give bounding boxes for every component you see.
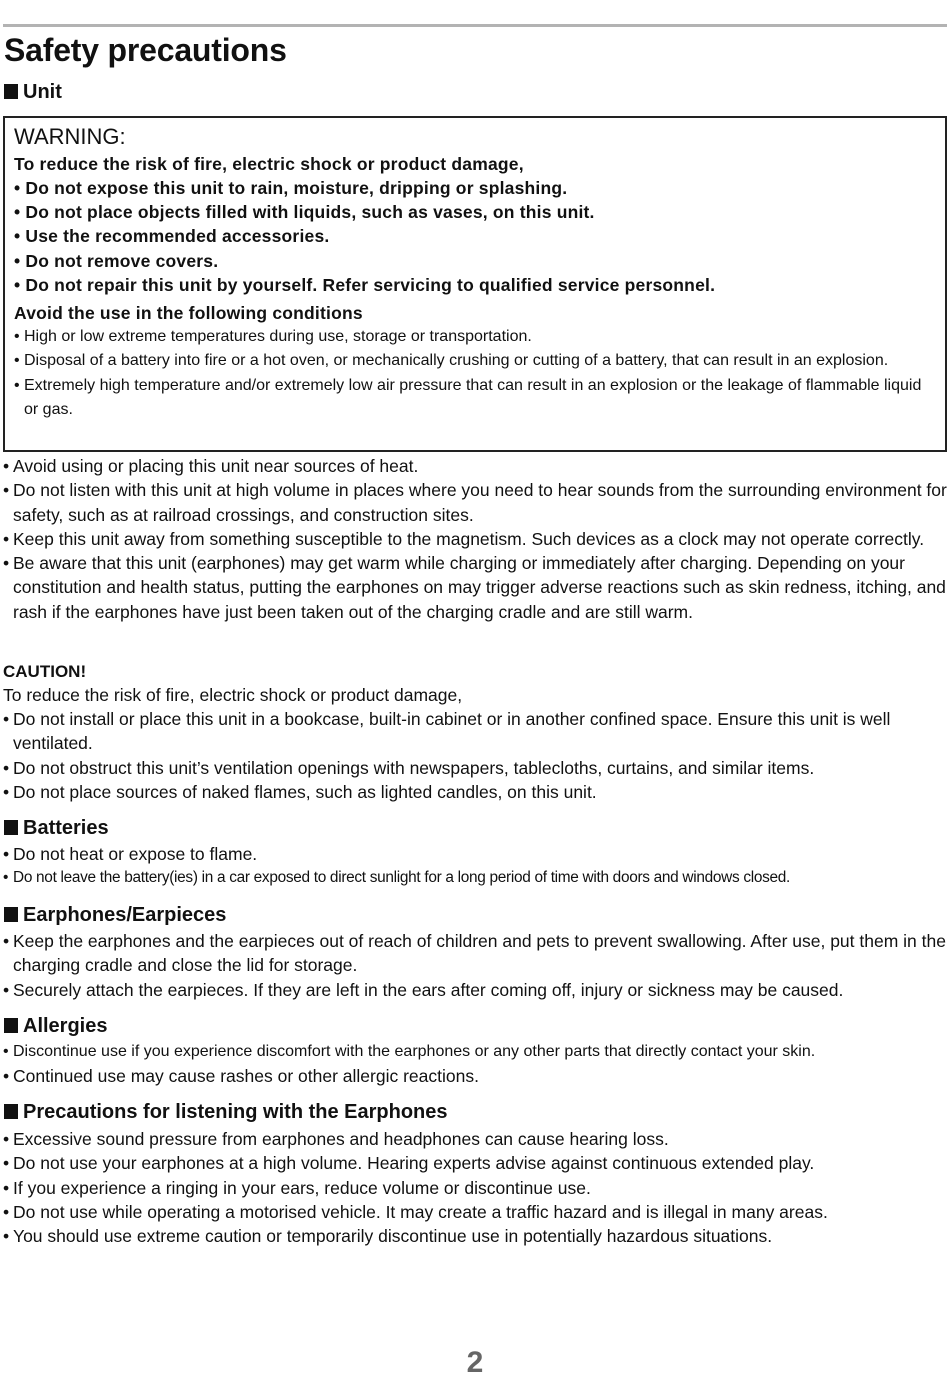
allergies-list	[3, 1040, 948, 1089]
square-bullet-icon	[4, 84, 18, 99]
batteries-list	[3, 842, 948, 891]
avoid-list	[14, 325, 936, 422]
section-heading-label: Unit	[23, 81, 62, 103]
list-item: • Avoid using or placing this unit near sources of heat.	[3, 454, 948, 478]
caution-title: CAUTION!	[3, 662, 87, 681]
list-item: • Do not remove covers.	[14, 249, 715, 273]
section-heading-batteries	[4, 816, 109, 840]
top-rule	[3, 24, 947, 27]
section-heading-earphones	[4, 903, 226, 927]
unit-list	[3, 454, 948, 624]
list-item: • Do not use your earphones at a high volume. Hearing experts advise against continuous extended play.	[3, 1151, 948, 1175]
page-title: Safety precautions	[4, 32, 287, 68]
list-item: • Do not install or place this unit in a bookcase, built-in cabinet or in another confined space. Ensure this unit is well ventilated.	[3, 707, 948, 756]
section-heading-label: Earphones/Earpieces	[23, 904, 227, 926]
warning-bullets	[14, 176, 715, 297]
list-item: • High or low extreme temperatures during use, storage or transportation.	[14, 325, 936, 349]
warning-title: WARNING:	[14, 124, 126, 149]
section-heading-label: Batteries	[23, 817, 109, 839]
list-item: • Securely attach the earpieces. If they are left in the ears after coming off, injury or sickness may be caused.	[3, 978, 948, 1002]
list-item: • Be aware that this unit (earphones) may get warm while charging or immediately after charging. Depending on your constitution and health status, putting the earphones on may trigger adverse reactions such as skin redness, itching, and rash if the earphones have just been taken out of the charging cradle and are still warm.	[3, 551, 948, 624]
list-item: • Excessive sound pressure from earphones and headphones can cause hearing loss.	[3, 1127, 948, 1151]
list-item: • Do not repair this unit by yourself. Refer servicing to qualified service personnel.	[14, 273, 715, 297]
list-item: • Keep this unit away from something susceptible to the magnetism. Such devices as a clock may not operate correctly.	[3, 527, 948, 551]
square-bullet-icon	[4, 1104, 18, 1119]
square-bullet-icon	[4, 907, 18, 922]
section-heading-label: Precautions for listening with the Earphones	[23, 1101, 448, 1123]
list-item: • If you experience a ringing in your ears, reduce volume or discontinue use.	[3, 1176, 948, 1200]
listening-list	[3, 1127, 948, 1248]
avoid-heading: Avoid the use in the following conditions	[14, 303, 363, 323]
list-item: • Keep the earphones and the earpieces out of reach of children and pets to prevent swallowing. After use, put them in the charging cradle and close the lid for storage.	[3, 929, 948, 978]
list-item: • Do not leave the battery(ies) in a car exposed to direct sunlight for a long period of time with doors and windows closed.	[3, 866, 948, 890]
list-item: • Extremely high temperature and/or extremely low air pressure that can result in an explosion or the leakage of flammable liquid or gas.	[14, 374, 936, 423]
list-item: • Continued use may cause rashes or other allergic reactions.	[3, 1064, 948, 1088]
section-heading-label: Allergies	[23, 1015, 108, 1037]
square-bullet-icon	[4, 820, 18, 835]
warning-intro: To reduce the risk of fire, electric shock or product damage,	[14, 154, 524, 174]
square-bullet-icon	[4, 1018, 18, 1033]
list-item: • Disposal of a battery into fire or a hot oven, or mechanically crushing or cutting of a battery, that can result in an explosion.	[14, 349, 936, 373]
list-item: • Do not use while operating a motorised vehicle. It may create a traffic hazard and is illegal in many areas.	[3, 1200, 948, 1224]
list-item: • Do not obstruct this unit’s ventilation openings with newspapers, tablecloths, curtains, and similar items.	[3, 756, 948, 780]
list-item: • Do not heat or expose to flame.	[3, 842, 948, 866]
section-heading-unit	[4, 80, 62, 104]
caution-list	[3, 707, 948, 804]
list-item: • Do not expose this unit to rain, moisture, dripping or splashing.	[14, 176, 715, 200]
warning-box	[3, 116, 947, 452]
list-item: • Do not place sources of naked flames, such as lighted candles, on this unit.	[3, 780, 948, 804]
page-number: 2	[466, 1346, 484, 1379]
caution-intro: To reduce the risk of fire, electric shock or product damage,	[3, 685, 463, 705]
list-item: • Do not place objects filled with liquids, such as vases, on this unit.	[14, 200, 715, 224]
list-item: • Do not listen with this unit at high volume in places where you need to hear sounds from the surrounding environment for safety, such as at railroad crossings, and construction sites.	[3, 478, 948, 527]
list-item: • Discontinue use if you experience discomfort with the earphones or any other parts that directly contact your skin.	[3, 1040, 948, 1064]
section-heading-listening	[4, 1100, 448, 1124]
section-heading-allergies	[4, 1014, 107, 1038]
list-item: • Use the recommended accessories.	[14, 224, 715, 248]
earphones-list	[3, 929, 948, 1002]
list-item: • You should use extreme caution or temporarily discontinue use in potentially hazardous situations.	[3, 1224, 948, 1248]
